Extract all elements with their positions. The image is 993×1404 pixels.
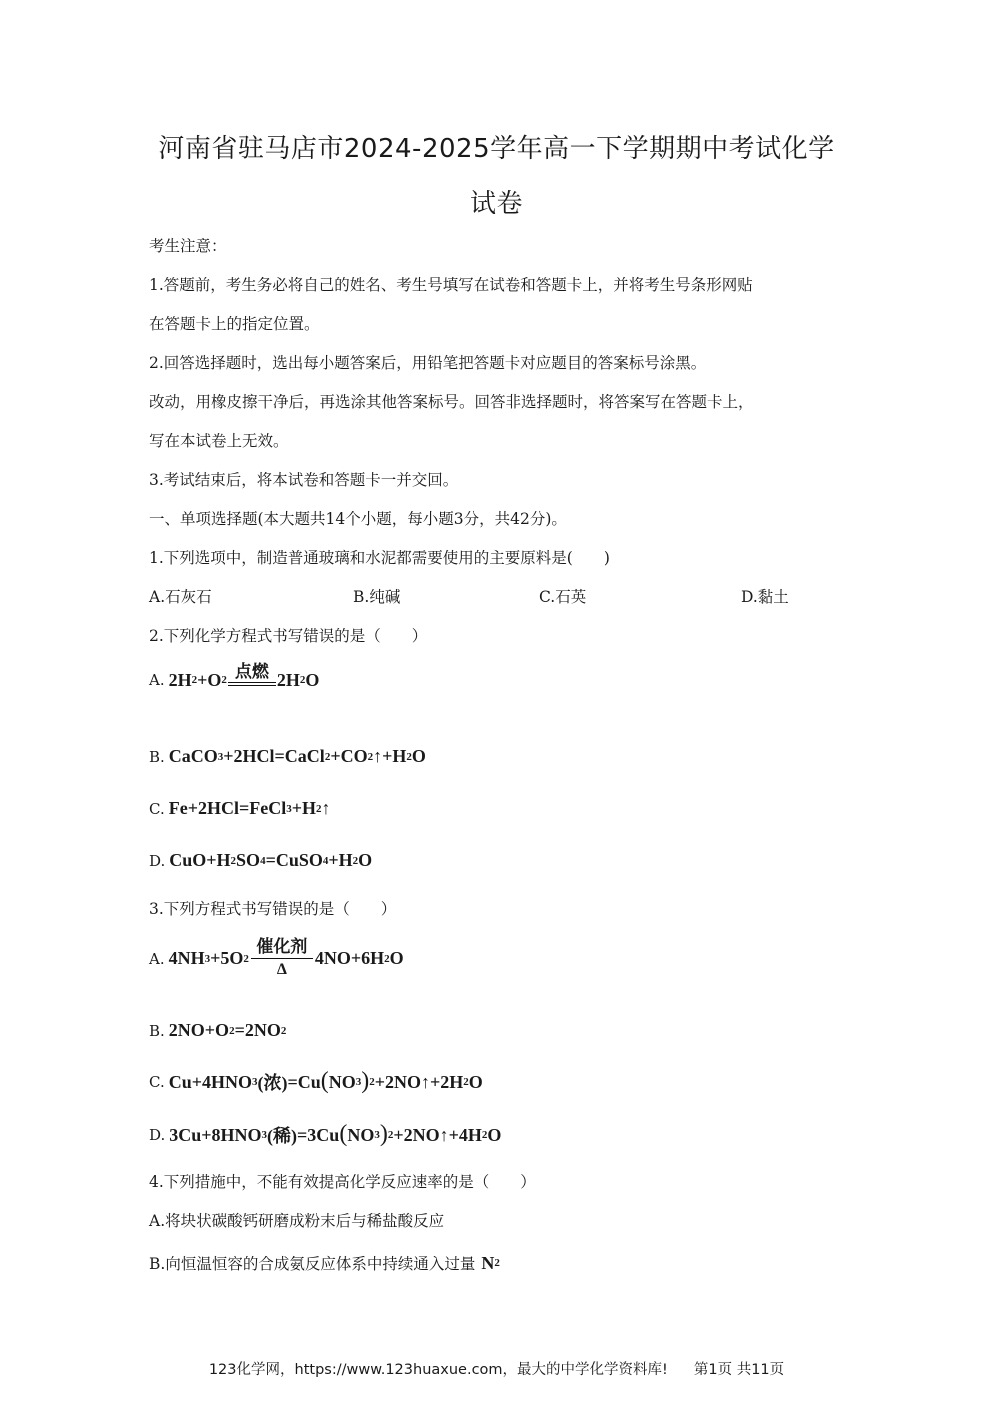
q1-option-d: D.黏土 (741, 588, 789, 606)
page-footer (0, 1358, 993, 1379)
q2-a-label: A. (149, 671, 165, 689)
notice-item-1b: 在答题卡上的指定位置。 (149, 315, 320, 333)
q4-option-b: B.向恒温恒容的合成氨反应体系中持续通入过量 N 2 (149, 1252, 500, 1273)
q3-option-a: A. 4NH 3 +5O 2 催化剂 Δ 4NO+6H 2 O (149, 936, 404, 981)
q3-d-equation: 3Cu+8HNO 3 (稀) =3Cu ( NO 3 ) 2 +2NO↑+4H 2 O (169, 1121, 502, 1147)
q1-option-b: B.纯碱 (353, 588, 401, 606)
q3-c-equation: Cu+4HNO 3 (浓) =Cu ( NO 3 ) 2 +2NO↑+2H 2 O (168, 1068, 483, 1094)
notice-item-2b: 改动，用橡皮擦干净后，再选涂其他答案标号。回答非选择题时，将答案写在答题卡上， (149, 393, 754, 411)
q1-option-c: C.石英 (539, 588, 587, 606)
notice-item-1a: 1.答题前，考生务必将自己的姓名、考生号填写在试卷和答题卡上，并将考生号条形网贴 (149, 276, 753, 294)
q1-stem: 1.下列选项中，制造普通玻璃和水泥都需要使用的主要原料是( ) (149, 549, 610, 567)
notice-item-2a: 2.回答选择题时，选出每小题答案后，用铅笔把答题卡对应题目的答案标号涂黑。 (149, 354, 707, 372)
q3-b-equation: 2NO+O 2 =2NO 2 (168, 1020, 287, 1040)
notice-heading: 考生注意： (149, 237, 227, 255)
q2-option-a (149, 662, 320, 692)
q2-stem: 2.下列化学方程式书写错误的是（ ） (149, 627, 428, 645)
q2-a-equation: 2H 2 +O 2 点燃 2H $_2$ O (168, 662, 320, 690)
q3-option-b: B. 2NO+O 2 =2NO 2 (149, 1020, 287, 1040)
page-title-line2: 试卷 (469, 189, 523, 219)
q1-option-a: A.石灰石 (149, 588, 212, 606)
notice-item-2c: 写在本试卷上无效。 (149, 432, 289, 450)
q2-d-equation: CuO+H 2 SO 4 =CuSO 4 +H 2 O (169, 850, 373, 870)
footer-page-number: 第1页 共11页 (693, 1362, 785, 1378)
n2-formula: N 2 (481, 1252, 500, 1273)
page-title-line1: 河南省驻马店市2024-2025学年高一下学期期中考试化学 (158, 134, 835, 164)
q3-a-equation: 4NH 3 +5O 2 催化剂 Δ 4NO+6H 2 O (169, 936, 404, 981)
notice-item-3: 3.考试结束后，将本试卷和答题卡一并交回。 (149, 471, 459, 489)
footer-site: 123化学网，https://www.123huaxue.com，最大的中学化学资料库! (208, 1362, 668, 1378)
q2-b-equation: CaCO 3 +2HCl=CaCl 2 +CO 2 ↑+H 2 O (168, 746, 426, 766)
section-heading: 一、单项选择题(本大题共14个小题，每小题3分，共42分)。 (149, 510, 567, 528)
q3-stem: 3.下列方程式书写错误的是（ ） (149, 900, 397, 918)
q4-option-a: A.将块状碳酸钙研磨成粉末后与稀盐酸反应 (149, 1212, 445, 1230)
q3-option-d: D. 3Cu+8HNO 3 (稀) =3Cu ( NO 3 ) 2 +2NO↑+4H 2 O (149, 1121, 502, 1147)
q3-option-c: C. Cu+4HNO 3 (浓) =Cu ( NO 3 ) 2 +2NO↑+2H 2 O (149, 1068, 483, 1094)
q2-option-c: C. Fe+2HCl=FeCl 3 +H 2 ↑ (149, 798, 331, 818)
q2-c-equation: Fe+2HCl=FeCl 3 +H 2 ↑ (168, 798, 331, 818)
q4-stem: 4.下列措施中，不能有效提高化学反应速率的是（ ） (149, 1173, 536, 1191)
q2-option-b: B. CaCO 3 +2HCl=CaCl 2 +CO 2 ↑+H 2 O (149, 746, 426, 766)
reaction-condition: 催化剂 Δ (251, 936, 313, 981)
reaction-condition: 点燃 (228, 662, 276, 686)
q2-option-d: D. CuO+H 2 SO 4 =CuSO 4 +H 2 O (149, 850, 373, 870)
